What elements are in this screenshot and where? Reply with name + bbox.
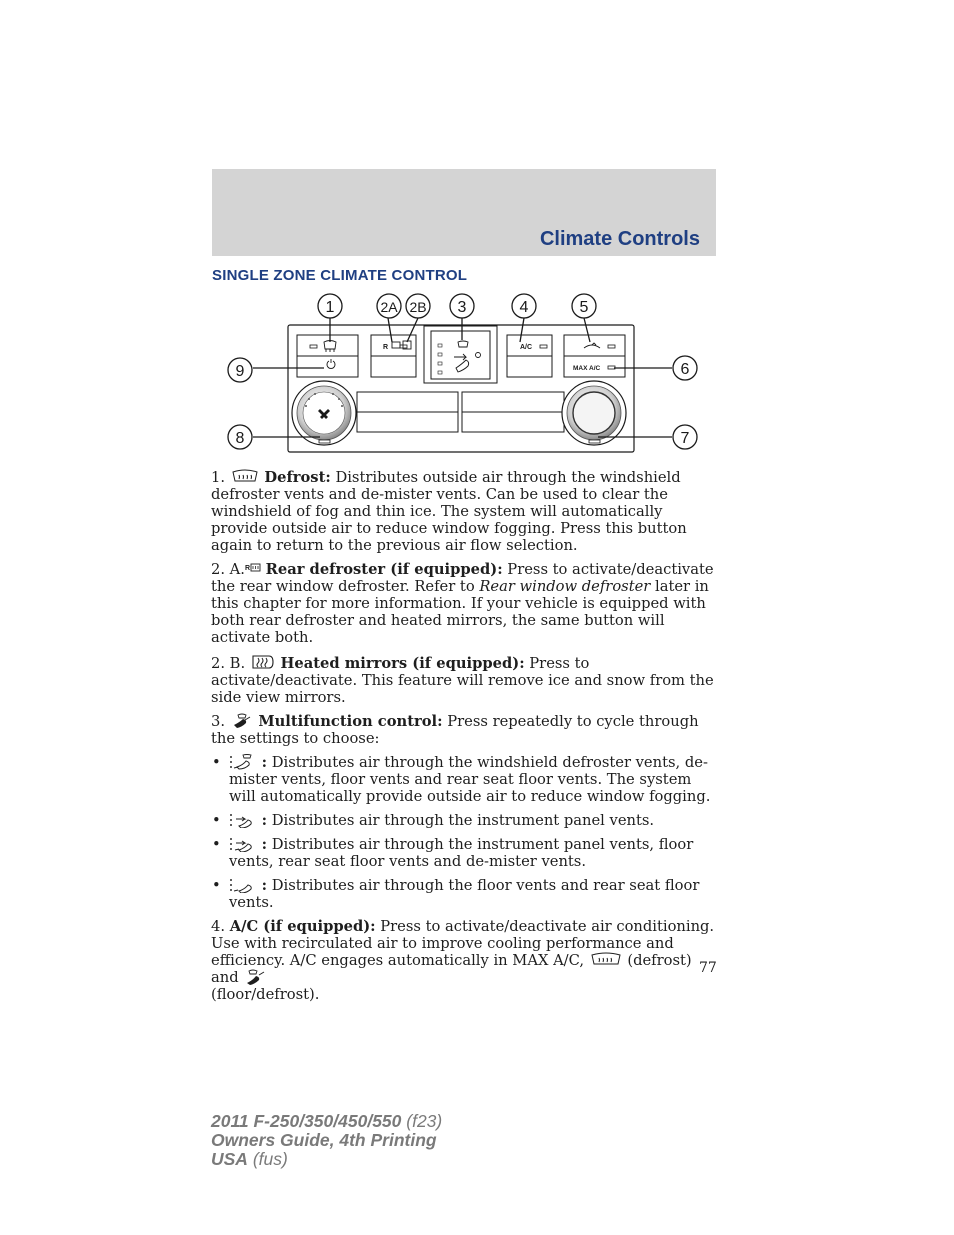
callout-5: 5 [579,299,589,316]
climate-control-diagram [220,290,710,455]
bullet-colon: : [261,836,268,853]
callout-9: 9 [235,363,245,380]
list-item [211,754,717,805]
footer-model: 2011 F-250/350/450/550 [211,1111,402,1131]
footer-line-2 [211,1131,442,1150]
defrost-term: Defrost: [264,469,331,486]
multifunction-term: Multifunction control: [258,713,443,730]
floor-defrost-icon [243,969,267,985]
item-number: 2. B. [211,655,246,672]
item-number: 2. A. [211,561,245,578]
item-rear-defroster [211,561,717,646]
footer-code: (f23) [401,1111,443,1131]
callout-1: 1 [325,299,335,316]
defrost-text: Distributes outside air through the windshield defroster vents and de-mister vents. Can be used to clear the windshield of fog and thin ice. The system will automatically provide outside air to reduce window fogging. Press this button again to return to the previous air flow selection. [211,469,687,554]
callout-7: 7 [680,430,690,447]
item-heated-mirrors [211,653,717,706]
rear-label: R [383,344,389,351]
section-title: SINGLE ZONE CLIMATE CONTROL [212,267,468,284]
item-number: 4. [211,918,226,935]
item-multifunction [211,713,717,747]
list-item [211,877,717,911]
ac-text: Press to activate/deactivate air conditioning. Use with recirculated air to improve cooling performance and efficiency. A/C engages automatically in MAX A/C, [211,918,715,969]
max-ac-label: MAX A/C [573,365,601,372]
ac-text-2: (defrost) and [211,952,692,986]
bullet-colon: : [261,877,268,894]
svg-text:R: R [244,565,251,572]
bullet-text: Distributes air through the instrument panel vents, floor vents, rear seat floor vents and de-mister vents. [229,836,694,870]
footer-line-1 [211,1112,442,1131]
footer-market-code: (fus) [247,1149,288,1169]
panel-floor-mode-icon [229,836,257,852]
footer-market: USA [211,1149,248,1169]
list-item [211,812,717,829]
airflow-mode-list [211,754,717,911]
heated-mirror-icon [250,653,276,671]
heated-mirrors-term: Heated mirrors (if equipped): [280,655,525,672]
rear-defroster-text-2: later in this chapter for more information. If your vehicle is equipped with both rear defroster and heated mirrors, the same button will activate both. [211,578,709,646]
bullet-text: Distributes air through the floor vents and rear seat floor vents. [229,877,700,911]
rear-defrost-icon [245,563,261,577]
bullet-colon: : [261,754,268,771]
item-defrost [211,469,717,554]
multifunction-text: Press repeatedly to cycle through the settings to choose: [211,713,699,747]
multifunction-icon [230,713,254,729]
callout-3: 3 [457,299,467,316]
callout-6: 6 [680,361,690,378]
item-ac [211,918,717,1003]
rear-defroster-term: Rear defroster (if equipped): [265,561,503,578]
callout-2a: 2A [380,299,398,315]
bullet-text: Distributes air through the instrument panel vents. [267,812,655,829]
chapter-title: Climate Controls [539,228,700,250]
footer-guide: Owners Guide, 4th Printing [211,1130,437,1150]
rear-defroster-reference: Rear window defroster [479,578,651,595]
item-number: 1. [211,469,226,486]
callout-2b: 2B [409,299,427,315]
footer-line-3 [211,1150,442,1169]
rear-defroster-text: Press to activate/deactivate the rear window defroster. Refer to [211,561,714,595]
list-item [211,836,717,870]
panel-mode-icon [229,812,257,828]
callout-8: 8 [235,430,245,447]
content-body [211,469,717,1010]
footer [211,1112,442,1169]
page-number: 77 [699,960,717,976]
heated-mirrors-text: Press to activate/deactivate. This feature will remove ice and snow from the side view mirrors. [211,655,714,706]
bullet-text: Distributes air through the windshield defroster vents, de-mister vents, floor vents and rear seat floor vents. The system will automatically provide outside air to reduce window fogging. [229,754,711,805]
item-number: 3. [211,713,226,730]
ac-label: A/C [520,344,533,351]
bullet-colon: : [261,812,268,829]
defrost-icon [589,952,623,968]
floor-mode-icon [229,877,257,893]
ac-text-3: (floor/defrost). [211,986,320,1003]
defrost-icon [230,469,260,485]
ac-term: A/C (if equipped): [229,918,376,935]
header-band [212,169,716,256]
defrost-floor-mode-icon [229,754,257,770]
callout-4: 4 [519,299,529,316]
